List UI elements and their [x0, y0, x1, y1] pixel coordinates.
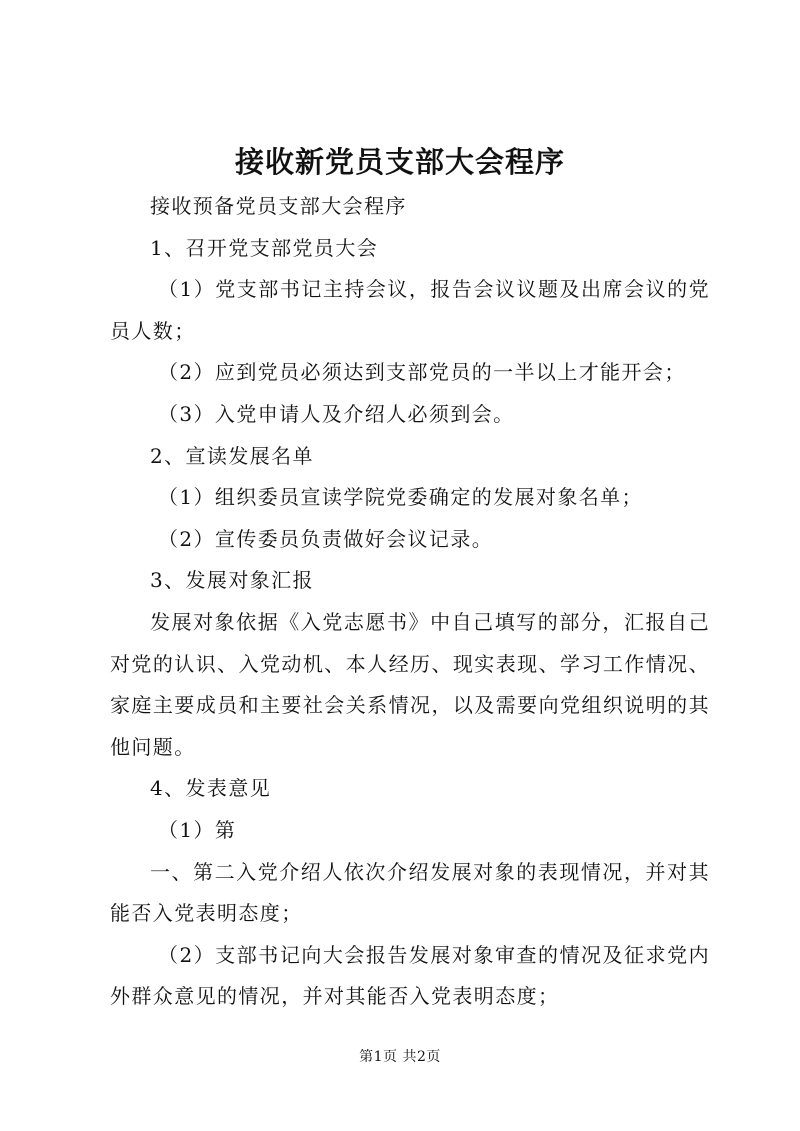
- paragraph-section-2: 2、宣读发展名单: [150, 443, 314, 468]
- paragraph-report: 发展对象依据《入党志愿书》中自己填写的部分，汇报自己对党的认识、入党动机、本人经历、现实表现、学习工作情况、家庭主要成员和主要社会关系情况，以及需要向党组织说明的其他问题。: [110, 609, 710, 759]
- paragraph-item: （1）组织委员宣读学院党委确定的发展对象名单；: [158, 485, 643, 510]
- paragraph-subtitle: 接收预备党员支部大会程序: [150, 194, 407, 218]
- paragraph-item: （2）支部书记向大会报告发展对象审查的情况及征求党内外群众意见的情况，并对其能否入党表明态度；: [110, 942, 710, 1009]
- paragraph-item: （1）第: [158, 817, 237, 842]
- paragraph-item: （3）入党申请人及介绍人必须到会。: [158, 401, 515, 426]
- paragraph-section-1: 1、召开党支部党员大会: [150, 235, 379, 260]
- paragraph-item: （2）应到党员必须达到支部党员的一半以上才能开会；: [158, 360, 686, 385]
- paragraph-section-4: 4、发表意见: [150, 776, 272, 801]
- paragraph-item: 一、第二入党介绍人依次介绍发展对象的表现情况，并对其能否入党表明态度；: [110, 859, 710, 926]
- paragraph-item: （2）宣传委员负责做好会议记录。: [158, 526, 494, 551]
- page-number-footer: 第1页 共2页: [359, 1049, 441, 1065]
- paragraph-section-3: 3、发展对象汇报: [150, 568, 314, 593]
- paragraph-item: （1）党支部书记主持会议，报告会议议题及出席会议的党员人数；: [110, 277, 710, 343]
- document-title: 接收新党员支部大会程序: [234, 145, 565, 179]
- document-body: [110, 186, 710, 1018]
